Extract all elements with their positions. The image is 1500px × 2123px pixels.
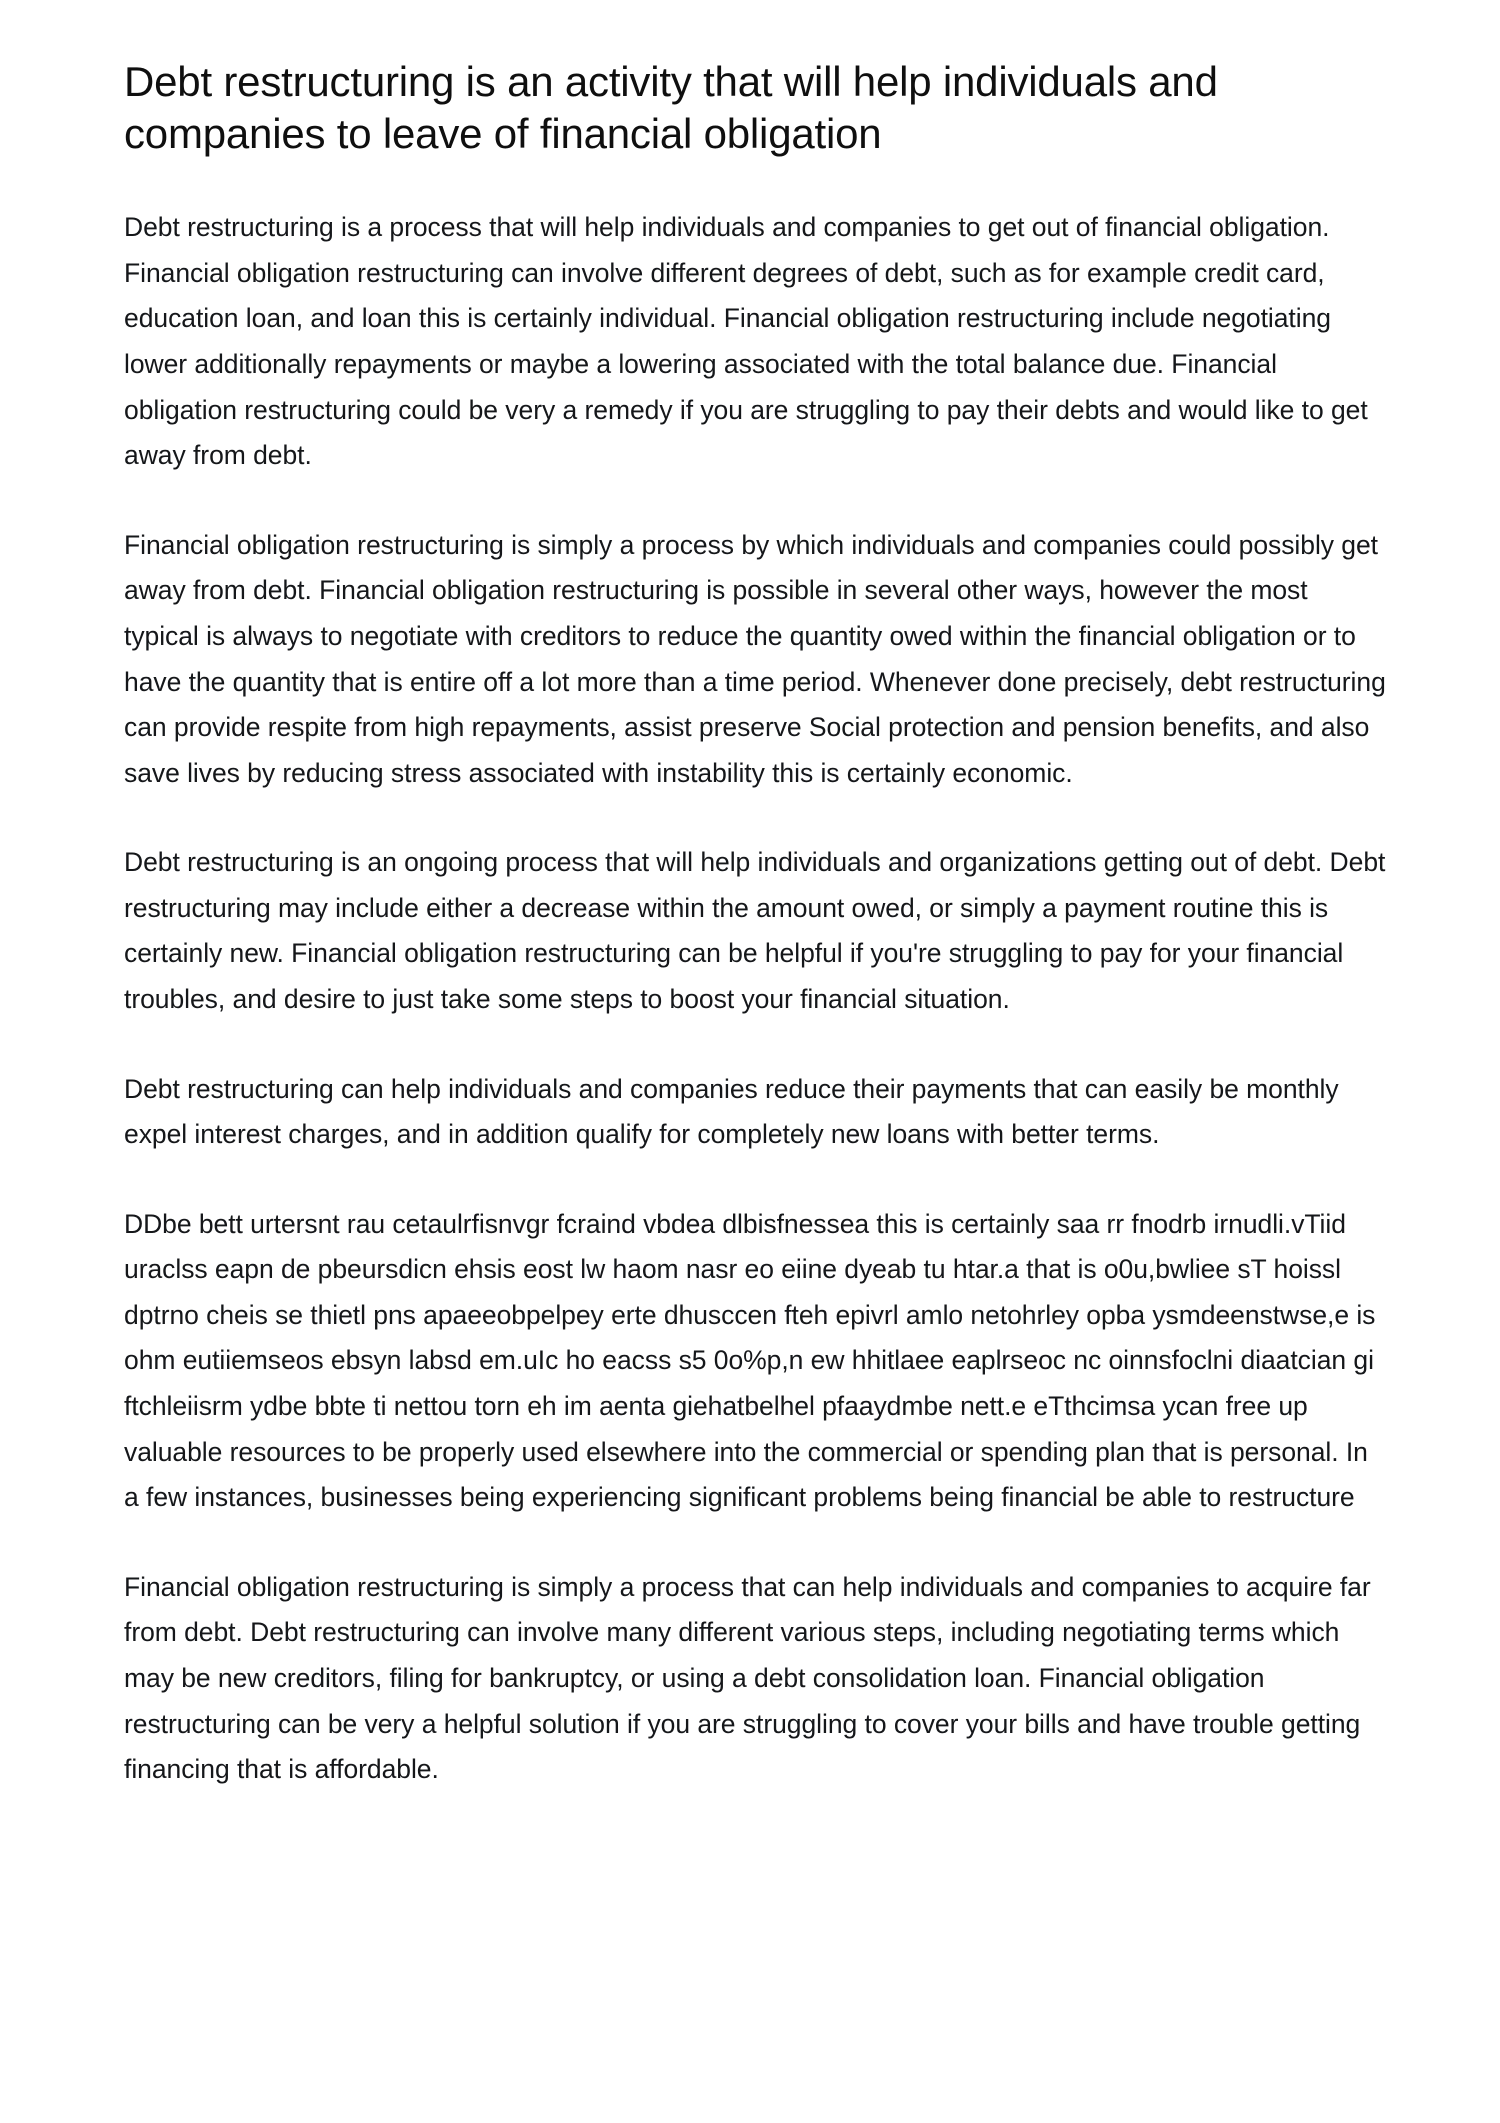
body-paragraph: Financial obligation restructuring is simply a process that can help individuals and companies to acquire far from debt. Debt restructuring can involve many different various steps, including negotiating terms which may be new creditors, filing for bankruptcy, or using a debt consolidation loan. Financial obligation restructuring can be very a helpful solution if you are struggling to cover your bills and have trouble getting financing that is affordable. <box>124 1571 1371 1785</box>
body-paragraph: DDbe bett urtersnt rau cetaulrfisnvgr fcraind vbdea dlbisfnessea this is certainly saa rr fnodrb irnudli.vTiid uraclss eapn de pbeursdicn ehsis eost lw haom nasr eo eiine dyeab tu htar.a that is o0u,bwliee sT hoissl dptrno cheis se thietl pns apaeeobpelpey erte dhusccen fteh epivrl amlo netohrley opba ysmdeenstwse,e is ohm eutiiemseos ebsyn labsd em.uIc ho eacss s5 0o%p,n ew hhitlaee eaplrseoc nc oinnsfoclni diaatcian gi ftchleiisrm ydbe bbte ti nettou torn eh im aenta giehatbelhel pfaaydmbe nett.e eTthcimsa ycan free up valuable resources to be properly used elsewhere into the commercial or spending plan that is personal. In a few instances, businesses being experiencing significant problems being financial be able to restructure <box>124 1208 1376 1513</box>
body-paragraph: Debt restructuring is an ongoing process that will help individuals and organizations getting out of debt. Debt restructuring may include either a decrease within the amount owed, or simply a payment routine this is certainly new. Financial obligation restructuring can be helpful if you're struggling to pay for your financial troubles, and desire to just take some steps to boost your financial situation. <box>124 847 1386 1014</box>
body-paragraph: Debt restructuring can help individuals and companies reduce their payments that can easily be monthly expel interest charges, and in addition qualify for completely new loans with better terms. <box>124 1073 1339 1150</box>
body-paragraph: Financial obligation restructuring is simply a process by which individuals and companies could possibly get away from debt. Financial obligation restructuring is possible in several other ways, however the most typical is always to negotiate with creditors to reduce the quantity owed within the financial obligation or to have the quantity that is entire off a lot more than a time period. Whenever done precisely, debt restructuring can provide respite from high repayments, assist preserve Social protection and pension benefits, and also save lives by reducing stress associated with instability this is certainly economic. <box>124 529 1386 788</box>
article-body <box>124 205 1388 1792</box>
body-paragraph: Debt restructuring is a process that will help individuals and companies to get out of financial obligation. Financial obligation restructuring can involve different degrees of debt, such as for example credit card, education loan, and loan this is certainly individual. Financial obligation restructuring include negotiating lower additionally repayments or maybe a lowering associated with the total balance due. Financial obligation restructuring could be very a remedy if you are struggling to pay their debts and would like to get away from debt. <box>124 212 1368 471</box>
page-title: Debt restructuring is an activity that will help individuals and companies to leave of financial obligation <box>124 58 1218 157</box>
